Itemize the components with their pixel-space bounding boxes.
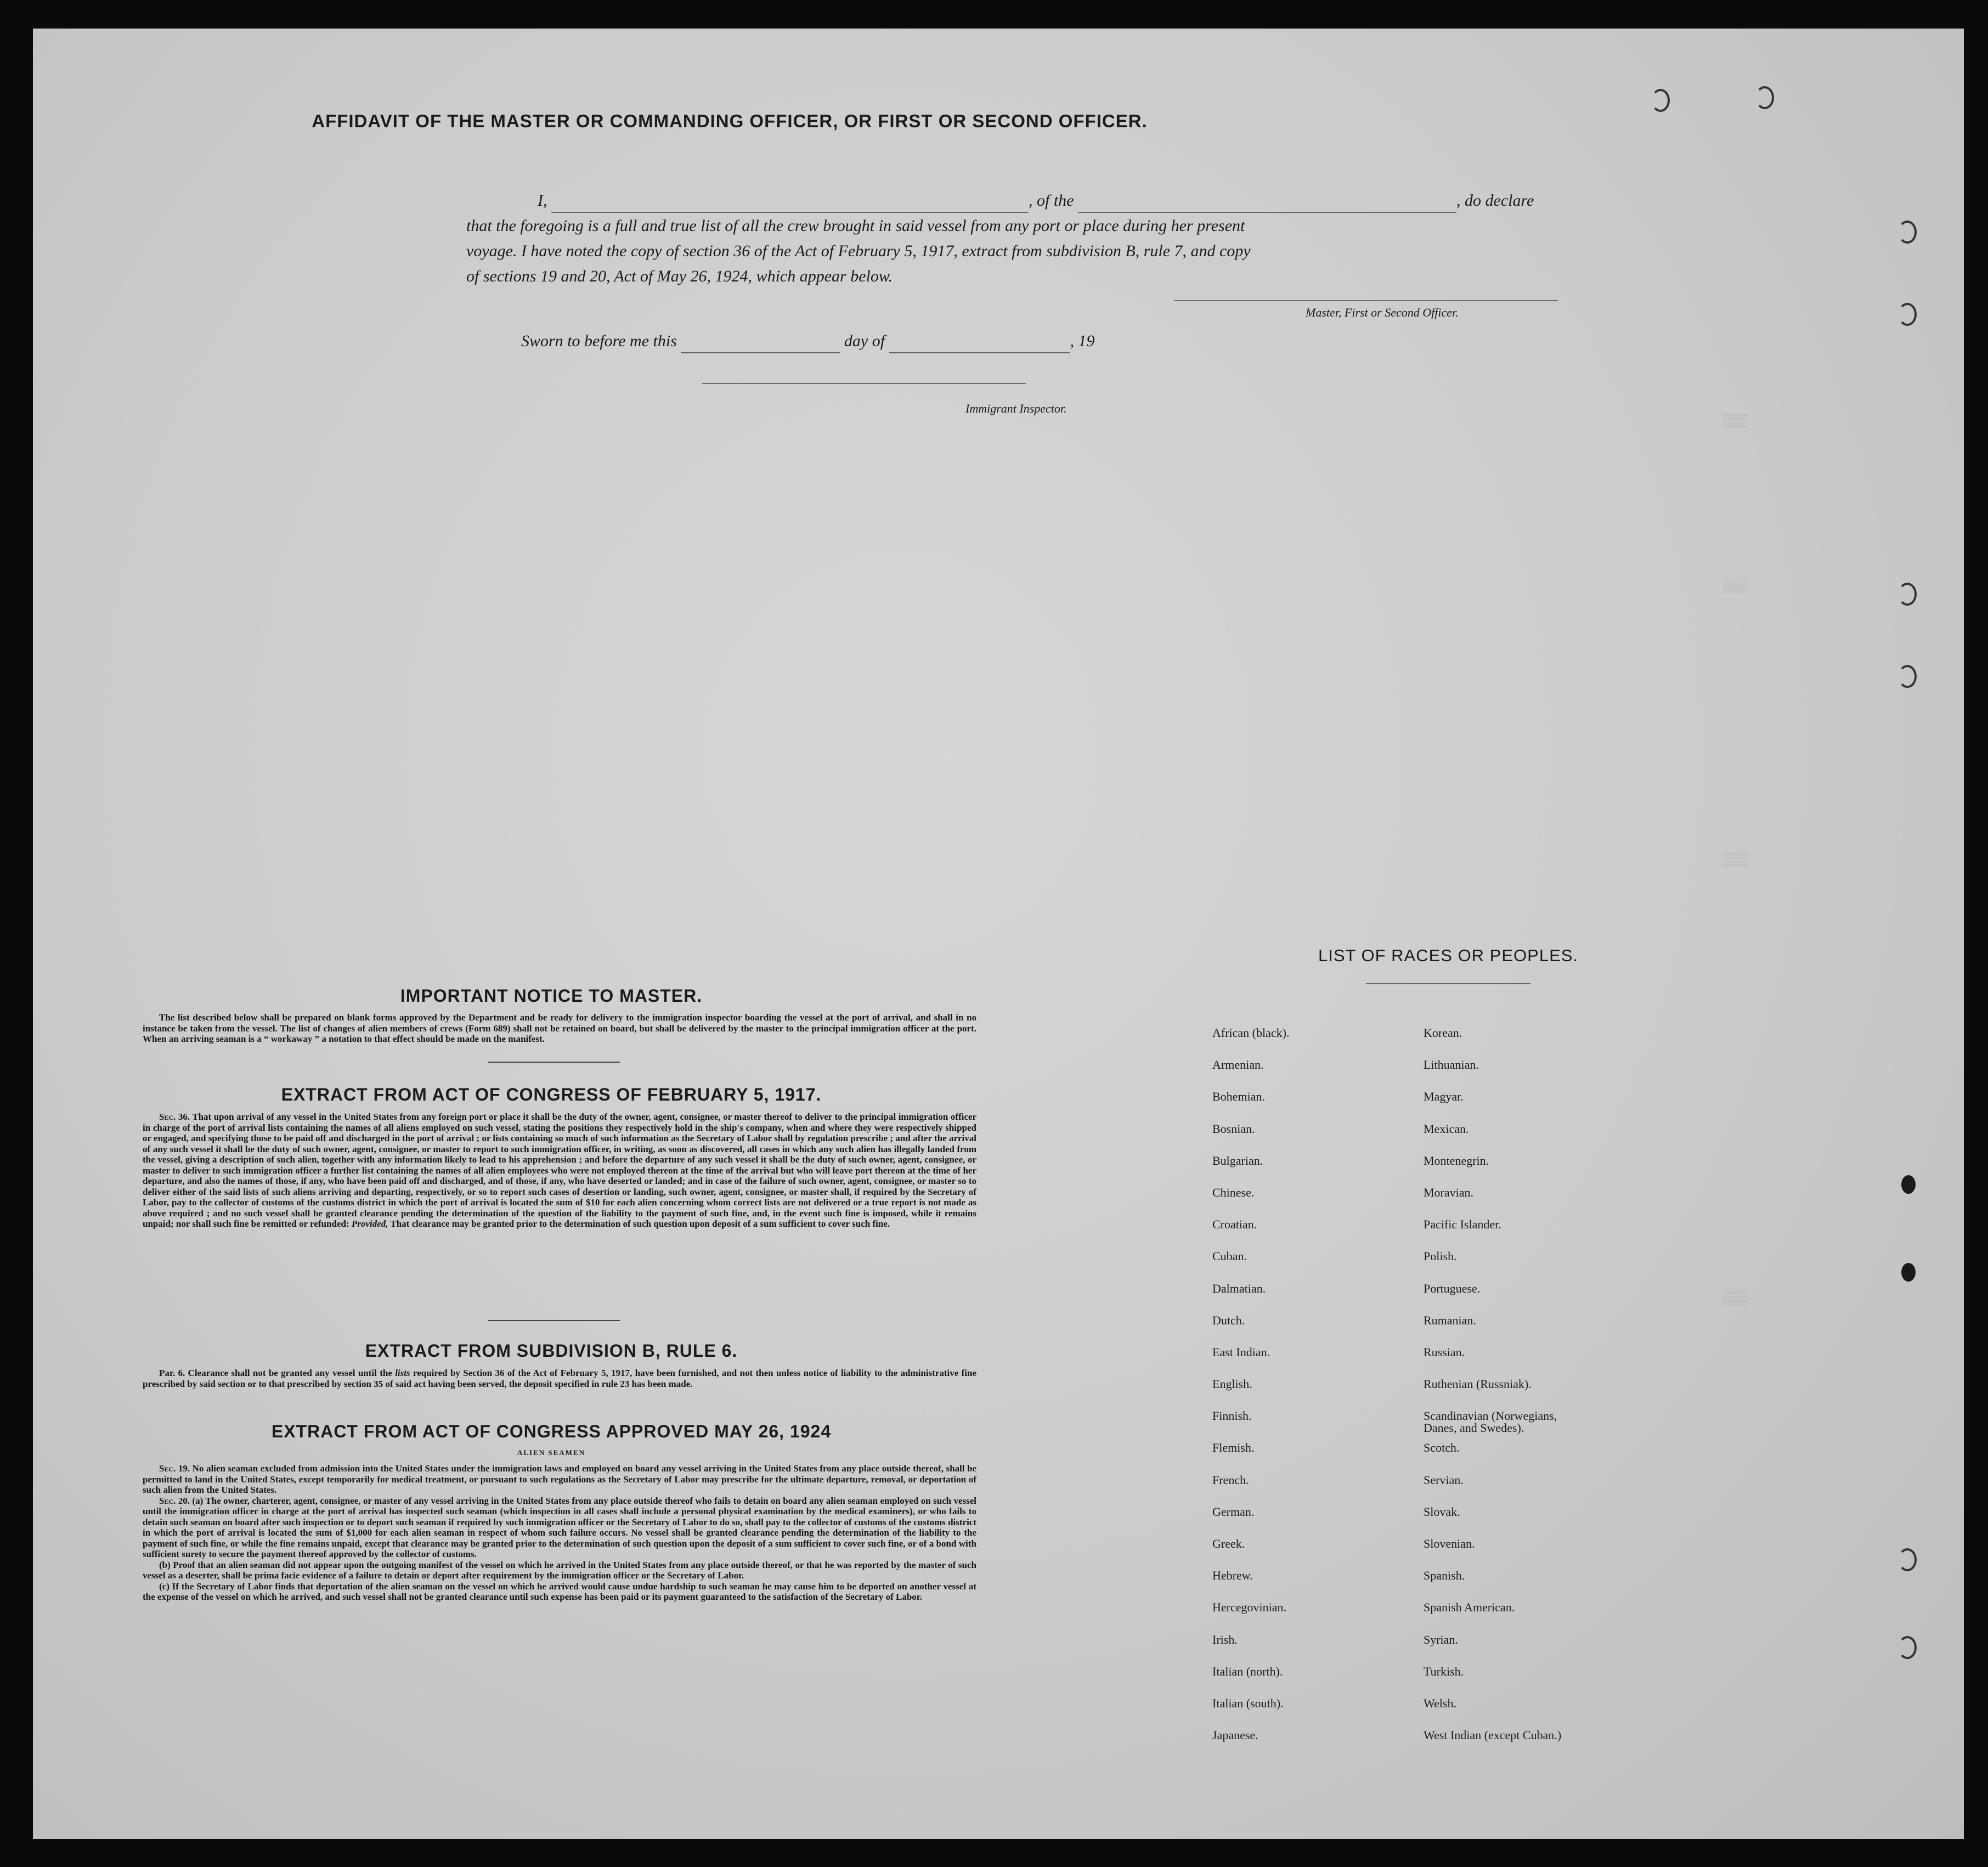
race-item: Magyar. xyxy=(1424,1090,1464,1104)
provided-word: Provided, xyxy=(351,1219,388,1229)
race-item: Rumanian. xyxy=(1424,1313,1476,1327)
race-item: Spanish American. xyxy=(1424,1600,1515,1615)
inspector-signature-line[interactable] xyxy=(702,383,1026,384)
race-item: Finnish. xyxy=(1212,1409,1252,1423)
name-blank[interactable] xyxy=(551,212,1029,213)
race-item: Scandinavian (Norwegians, Danes, and Swedes). xyxy=(1424,1409,1557,1435)
race-item: Bohemian. xyxy=(1212,1090,1265,1104)
races-title: LIST OF RACES OR PEOPLES. xyxy=(1318,946,1579,965)
extract-1924-title: EXTRACT FROM ACT OF CONGRESS APPROVED MAY 26, 1924 xyxy=(271,1422,832,1441)
subdivision-title: EXTRACT FROM SUBDIVISION B, RULE 6. xyxy=(365,1341,738,1361)
punch-hole xyxy=(1898,583,1917,606)
master-label: Master, First or Second Officer. xyxy=(1306,306,1459,319)
sworn-prefix: Sworn to before me this xyxy=(521,332,677,350)
affidavit-of-the: , of the xyxy=(1029,191,1074,210)
punch-hole xyxy=(1651,89,1670,112)
affidavit-line-1 xyxy=(538,189,1534,213)
sworn-day-label: day of xyxy=(844,332,885,350)
punch-hole xyxy=(1898,665,1917,688)
race-item: Moravian. xyxy=(1424,1185,1474,1199)
race-item: Syrian. xyxy=(1424,1632,1458,1646)
vessel-blank[interactable] xyxy=(1078,212,1456,213)
race-item: Lithuanian. xyxy=(1424,1058,1479,1072)
affidavit-line-2: that the foregoing is a full and true list of all the crew brought in said vessel from any port or place during her present xyxy=(466,217,1245,235)
extract-1917-title: EXTRACT FROM ACT OF CONGRESS OF FEBRUARY 5, 1917. xyxy=(281,1085,822,1104)
race-item: Dalmatian. xyxy=(1212,1281,1266,1295)
affidavit-title: AFFIDAVIT OF THE MASTER OR COMMANDING OFFICER, OR FIRST OR SECOND OFFICER. xyxy=(312,111,1148,131)
race-item: East Indian. xyxy=(1212,1345,1270,1359)
race-item: Armenian. xyxy=(1212,1058,1264,1072)
race-item: Scotch. xyxy=(1424,1441,1460,1455)
race-item: English. xyxy=(1212,1377,1252,1391)
race-item: African (black). xyxy=(1212,1026,1290,1040)
alien-seamen-subtitle: ALIEN SEAMEN xyxy=(517,1448,586,1457)
bleed-through-mark: ▒▒▒ xyxy=(1722,851,1748,868)
race-item: French. xyxy=(1212,1473,1249,1487)
races-column-2 xyxy=(1424,1027,1561,1761)
races-column-1 xyxy=(1212,1027,1289,1761)
sec-36-end: That clearance may be granted prior to the determination of such question upon deposit of a sum sufficient to cover such fine. xyxy=(390,1219,890,1229)
race-item: Irish. xyxy=(1212,1632,1238,1646)
race-item: Chinese. xyxy=(1212,1185,1255,1199)
race-item: Croatian. xyxy=(1212,1217,1257,1232)
punch-hole xyxy=(1901,1175,1916,1194)
punch-hole xyxy=(1898,1548,1917,1571)
sec-20c-body: (c) If the Secretary of Labor finds that deportation of the alien seaman on the vessel on which he arrived would cause undue hardship to such seaman he may cause him to be deported on another vessel at the expense of the vessel on which he arrived, and such vessel shall not be granted clearance until such expense has been paid or its payment guaranteed to the satisfaction of the Secretary of Labor. xyxy=(143,1581,976,1602)
race-item: Portuguese. xyxy=(1424,1281,1481,1295)
sec-20-label: Sec. 20. xyxy=(159,1495,190,1506)
punch-hole xyxy=(1898,303,1917,326)
race-item: Servian. xyxy=(1424,1473,1464,1487)
races-title-rule xyxy=(1366,983,1530,984)
race-item: Spanish. xyxy=(1424,1569,1465,1583)
notice-title: IMPORTANT NOTICE TO MASTER. xyxy=(400,986,703,1006)
race-item: Russian. xyxy=(1424,1345,1465,1359)
sworn-day-blank[interactable] xyxy=(681,352,840,353)
sworn-month-blank[interactable] xyxy=(889,352,1070,353)
section-divider xyxy=(488,1320,620,1321)
sec-36-body: That upon arrival of any vessel in the United States from any foreign port or place it shall be the duty of the owner, agent, consignee, or master thereof to deliver to the principal immigration officer in charge of the port of arrival lists containing the names of all aliens employed on such vessel, stating the positions they respectively hold in the ship's company, when and where they were respectively shipped or engaged, and specifying those to be paid off and discharged in the port of arrival ; or lists containing so much of such information as the Secretary of Labor shall by regulation prescribe ; and after the arrival of any such vessel it shall be the duty of such owner, agent, consignee, or master to report to such immigration officer, in writing, as soon as discovered, all cases in which any such alien has illegally landed from the vessel, giving a description of such alien, together with any information likely to lead to his apprehension ; and before the departure of any such vessel it shall be the duty of such owner, agent, consignee, or master to deliver to such immigration officer a further list containing the names of all alien employees who were not employed thereon at the time of the arrival but who will leave port thereon at the time of her departure, and also the names of those, if any, who have been paid off and discharged, and of those, if any, who have deserted or landed; and in case of the failure of such owner, agent, consignee, or master so to deliver either of the said lists of such aliens arriving and departing, respectively, or so to report such cases of desertion or landing, such owner, agent, consignee, or master shall, if required by the Secretary of Labor, pay to the collector of customs of the customs district in which the port of arrival is located the sum of $10 for each alien concerning whom correct lists are not delivered or a true report is not made as above required ; and no such vessel shall be granted clearance pending the determination of the question of the liability to the payment of such fine, and, in the event such fine is imposed, while it remains unpaid; nor shall such fine be remitted or refunded: xyxy=(143,1112,977,1229)
notice-paragraph: The list described below shall be prepared on blank forms approved by the Department and be ready for delivery to the immigration inspector boarding the vessel at the port of arrival, and shall in no instance be taken from the vessel. The list of changes of alien members of crews (Form 689) shall not be retained on board, but shall be delivered by the master to the principal immigration officer at the port. When an arriving seaman is a “ workaway ” a notation to that effect should be made on the manifest. xyxy=(143,1012,976,1044)
race-item: Turkish. xyxy=(1424,1664,1464,1678)
sec-20b-body: (b) Proof that an alien seaman did not appear upon the outgoing manifest of the vessel on which he arrived in the United States from any place outside thereof, or that he was reported by the master of such vessel as a deserter, shall be prima facie evidence of a failure to detain or deport after requirement by the immigration officer or the Secretary of Labor. xyxy=(143,1559,976,1581)
race-item: Montenegrin. xyxy=(1424,1153,1489,1167)
race-item: German. xyxy=(1212,1504,1255,1519)
affidavit-i: I, xyxy=(538,191,547,210)
affidavit-line-3: voyage. I have noted the copy of section 36 of the Act of February 5, 1917, extract from subdivision B, rule 7, and copy xyxy=(466,242,1251,260)
inspector-label: Immigrant Inspector. xyxy=(965,402,1067,415)
race-item: Flemish. xyxy=(1212,1441,1255,1455)
punch-hole xyxy=(1755,86,1774,109)
affidavit-line-4: of sections 19 and 20, Act of May 26, 1924, which appear below. xyxy=(466,267,893,285)
par-6-start: Par. 6. Clearance shall not be granted any vessel until the xyxy=(159,1368,392,1378)
race-item: Polish. xyxy=(1424,1249,1457,1264)
bleed-through-mark: ▒▒▒ xyxy=(1722,1290,1748,1307)
race-item: Greek. xyxy=(1212,1537,1245,1550)
punch-hole xyxy=(1901,1263,1916,1282)
affidavit-declare: , do declare xyxy=(1456,191,1534,210)
race-item: Dutch. xyxy=(1212,1313,1245,1327)
punch-hole xyxy=(1898,1636,1917,1659)
race-item: Pacific Islander. xyxy=(1424,1217,1501,1232)
bleed-through-mark: ▒▒▒ xyxy=(1722,577,1748,594)
extract-1924-text xyxy=(143,1463,976,1603)
race-item: Bosnian. xyxy=(1212,1121,1255,1136)
race-item: Hebrew. xyxy=(1212,1569,1253,1583)
par-6-end: required by Section 36 of the Act of February 5, 1917, have been furnished, and not then unless notice of liability to the administrative fine prescribed by said section or to that prescribed by section 35 of said act having been served, the deposit specified in rule 23 has been made. xyxy=(143,1368,977,1389)
extract-1917-text xyxy=(143,1112,976,1229)
lists-word: lists xyxy=(395,1368,410,1378)
sec-19-body: No alien seaman excluded from admission into the United States under the immigration laws and employed on board any vessel arriving in the United States from any place outside thereof, shall be permitted to land in the United States, except temporarily for medical treatment, or pursuant to such regulations as the Secretary of Labor may prescribe for the ultimate departure, removal, or deportation of such alien from the United States. xyxy=(143,1463,976,1495)
race-item: Slovenian. xyxy=(1424,1537,1475,1550)
punch-hole xyxy=(1898,221,1917,244)
race-item: Korean. xyxy=(1424,1026,1462,1040)
race-item: Mexican. xyxy=(1424,1121,1469,1136)
race-item: Italian (south). xyxy=(1212,1696,1284,1710)
race-item: Japanese. xyxy=(1212,1728,1258,1742)
race-item: Cuban. xyxy=(1212,1249,1247,1264)
notice-text xyxy=(143,1012,976,1045)
race-item: West Indian (except Cuban.) xyxy=(1424,1728,1562,1742)
race-item: Welsh. xyxy=(1424,1696,1456,1710)
race-item: Ruthenian (Russniak). xyxy=(1424,1377,1532,1391)
sec-20a-body: (a) The owner, charterer, agent, consignee, or master of any vessel arriving in the United States from any place outside thereof who fails to detain on board any alien seaman employed on such vessel until the immigration officer in charge at the port of arrival has inspected such seaman (which inspection in all cases shall include a personal physical examination by the medical examiners), or who fails to detain such seaman on board after such inspection or to deport such seaman if required by such immigration officer or the Secretary of Labor to do so, shall pay to the collector of customs of the customs district in which the port of arrival is located the sum of $1,000 for each alien seaman in respect of whom such failure occurs. No vessel shall be granted clearance pending the determination of the liability to the payment of such fine, or while the fine remains unpaid, except that clearance may be granted prior to the determination of such question upon the deposit of a sum sufficient to cover such fine, or of a bond with sufficient surety to secure the payment thereof approved by the collector of customs. xyxy=(143,1495,977,1559)
race-item: Italian (north). xyxy=(1212,1664,1283,1678)
sec-19-label: Sec. 19. xyxy=(159,1463,190,1474)
sworn-line xyxy=(521,329,1095,353)
bleed-through-mark: ▒▒▒ xyxy=(1722,413,1748,429)
section-divider xyxy=(488,1062,620,1063)
master-signature-line[interactable] xyxy=(1174,300,1558,301)
sworn-year: , 19 xyxy=(1070,332,1095,350)
race-item: Slovak. xyxy=(1424,1504,1460,1519)
race-item: Bulgarian. xyxy=(1212,1153,1263,1167)
sec-36-label: Sec. 36. xyxy=(159,1112,190,1122)
race-item: Hercegovinian. xyxy=(1212,1600,1286,1615)
document-sheet xyxy=(33,29,1964,1839)
subdivision-text xyxy=(143,1368,976,1389)
